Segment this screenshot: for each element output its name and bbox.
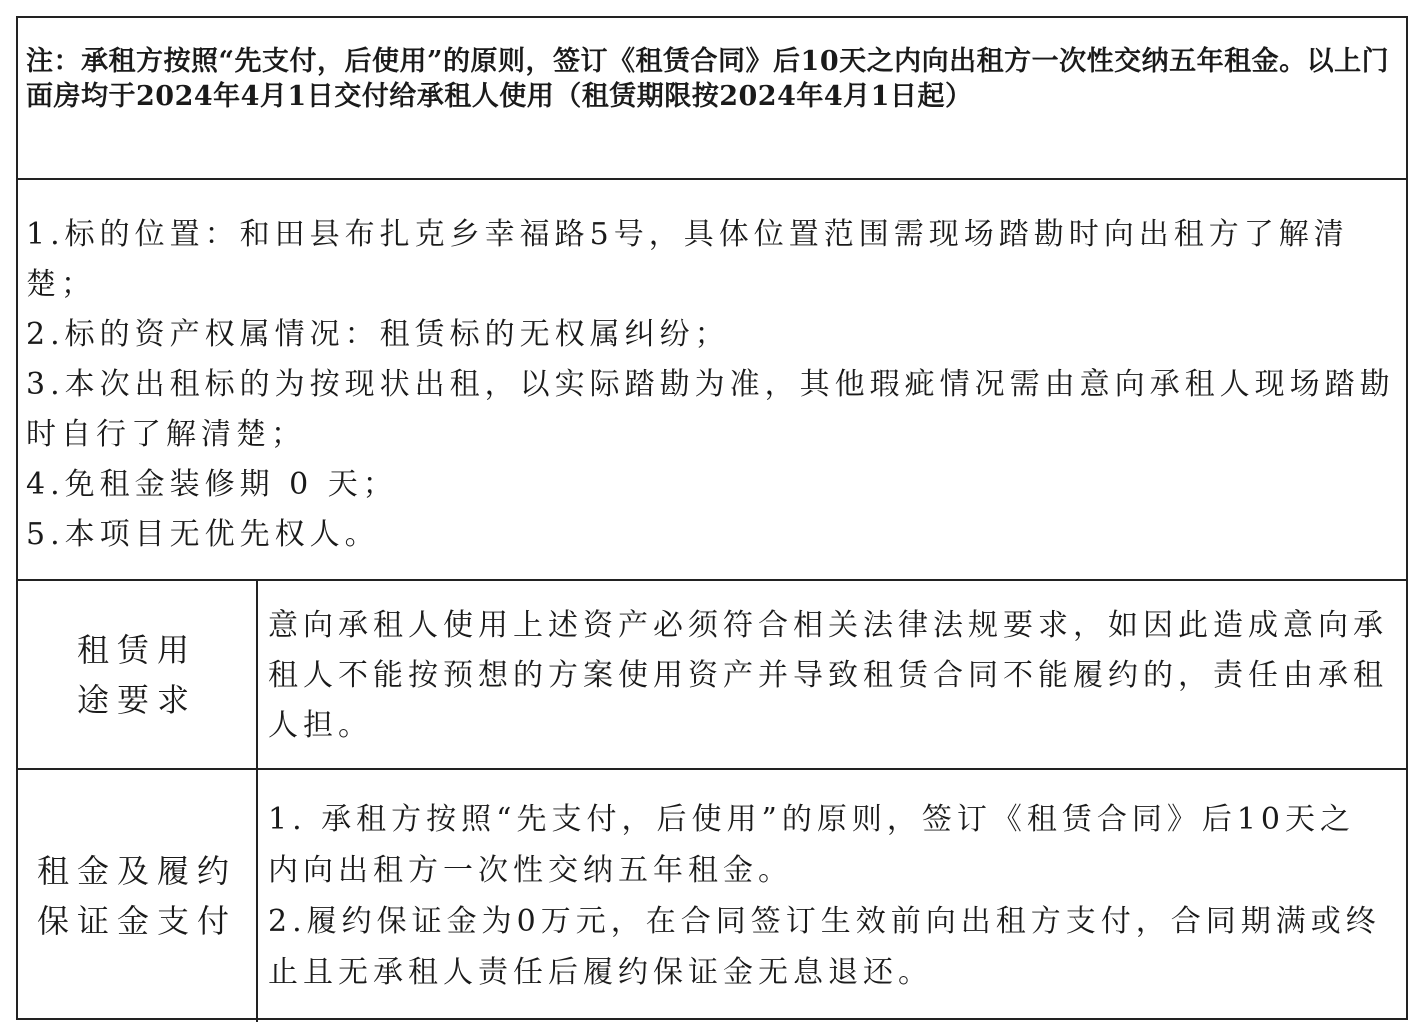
usage-text: 意向承租人使用上述资产必须符合相关法律法规要求，如因此造成意向承租人不能按预想的方案使用资产并导致租赁合同不能履约的，责任由承租人担。 <box>268 608 1388 743</box>
usage-label: 租赁用 途要求 <box>76 630 197 719</box>
list-item-ownership: 2.标的资产权属情况：租赁标的无权属纠纷； <box>26 317 730 352</box>
payment-text <box>268 794 1388 998</box>
list-item-location: 1.标的位置：和田县布扎克乡幸福路5号，具体位置范围需现场踏勘时向出租方了解清楚； <box>26 217 1349 302</box>
items-row <box>18 180 1406 581</box>
list-item-condition: 3.本次出租标的为按现状出租，以实际踏勘为准，其他瑕疵情况需由意向承租人现场踏勘时自行了解清楚； <box>26 367 1395 452</box>
note-row <box>18 18 1406 180</box>
note-text: 注：承租方按照“先支付，后使用”的原则，签订《租赁合同》后10天之内向出租方一次性交纳五年租金。以上门面房均于2024年4月1日交付给承租人使用（租赁期限按2024年4月1日起） <box>26 46 1390 112</box>
payment-item-deposit: 2.履约保证金为0万元，在合同签订生效前向出租方支付，合同期满或终止且无承租人责任后履约保证金无息退还。 <box>268 904 1381 990</box>
payment-label-cell <box>18 770 258 1022</box>
items-list <box>26 210 1396 560</box>
usage-label-cell <box>18 581 258 768</box>
payment-content-cell <box>258 770 1406 1022</box>
payment-label: 租金及履约 保证金支付 <box>36 852 237 940</box>
usage-row <box>18 581 1406 770</box>
usage-content-cell <box>258 581 1406 768</box>
list-item-priority-right: 5.本项目无优先权人。 <box>26 517 380 552</box>
list-item-rent-free-period: 4.免租金装修期 0 天； <box>26 467 398 502</box>
payment-row <box>18 770 1406 1022</box>
lease-terms-table <box>16 16 1408 1020</box>
payment-item-rent: 1. 承租方按照“先支付，后使用”的原则，签订《租赁合同》后10天之内向出租方一次性交纳五年租金。 <box>268 802 1356 888</box>
